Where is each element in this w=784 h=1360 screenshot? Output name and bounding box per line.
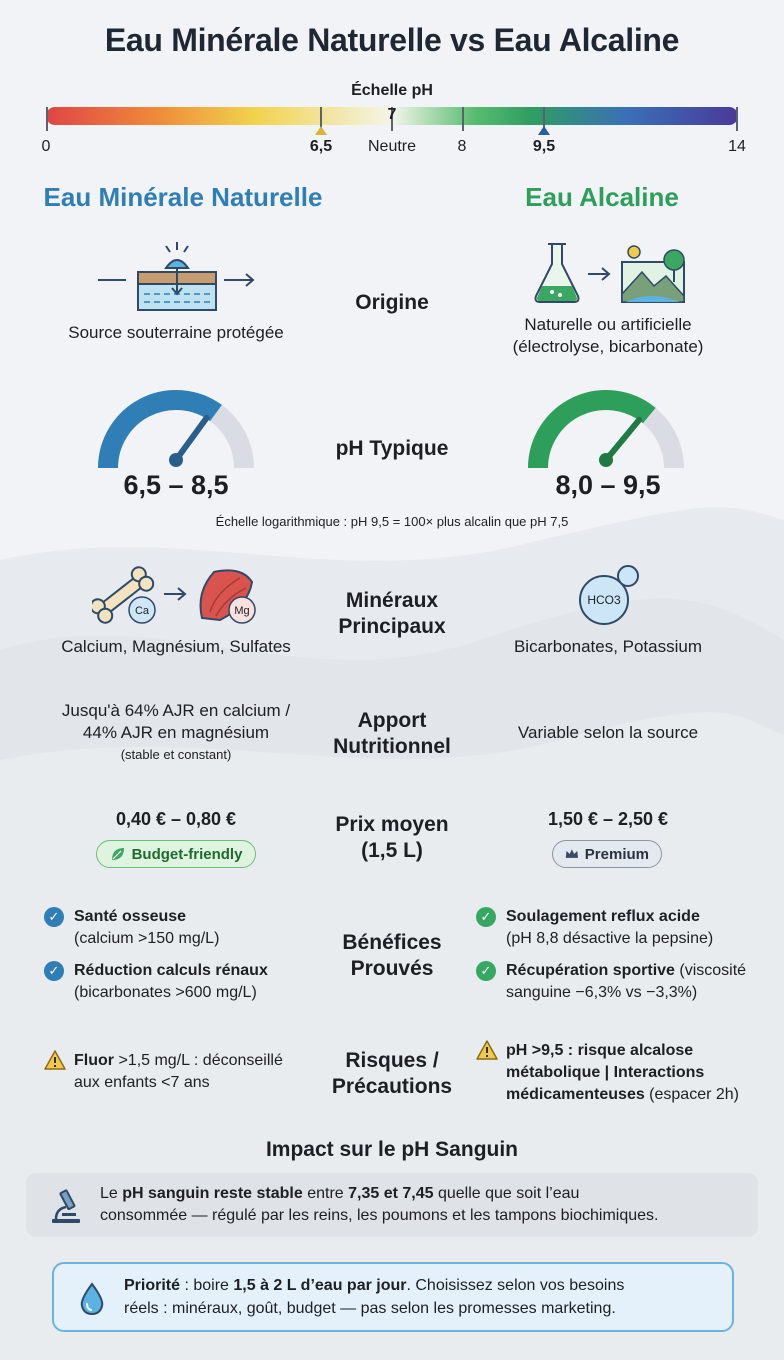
priority-box: [52, 1262, 734, 1332]
ph-scale-label: Échelle pH: [351, 82, 433, 99]
priority-text-part: . Choisissez selon vos besoins: [406, 1277, 625, 1294]
origine-alcaline: [452, 314, 764, 358]
origine-alcaline-line2: (électrolyse, bicarbonate): [512, 337, 704, 356]
prix-alcaline: 1,50 € – 2,50 €: [547, 809, 669, 829]
water-drop-icon: [78, 1282, 106, 1316]
priority-label: Priorité: [124, 1277, 181, 1294]
page-title: Eau Minérale Naturelle vs Eau Alcaline: [104, 22, 680, 58]
gauge-alcaline: [526, 388, 686, 468]
risk-title-line3: médicamenteuses: [506, 1086, 645, 1103]
check-icon: ✓: [476, 961, 496, 981]
gauge-needle: [176, 418, 207, 460]
row-title-prix-line2: (1,5 L): [361, 839, 423, 862]
column-heading-naturelle: Eau Minérale Naturelle: [43, 182, 323, 212]
microscope-icon: [48, 1187, 84, 1225]
row-title-benefices: [300, 930, 484, 982]
benefit-item: [476, 906, 776, 950]
check-icon: ✓: [44, 907, 64, 927]
priority-text-line2: réels : minéraux, goût, budget — pas selon les promesses marketing.: [124, 1300, 616, 1317]
ph-center-value: 7: [387, 106, 397, 123]
row-title-prix-line1: Prix moyen: [335, 813, 449, 836]
benefit-item: [44, 960, 334, 1004]
log-scale-note: Échelle logarithmique : pH 9,5 = 100× plus alcalin que pH 7,5: [215, 514, 569, 529]
benefit-title: Santé osseuse: [74, 908, 187, 925]
row-title-ph: pH Typique: [335, 437, 449, 460]
row-title-benefices-line2: Prouvés: [350, 957, 434, 980]
benefit-item: [44, 906, 314, 950]
benefit-title: Soulagement reflux acide: [506, 908, 700, 925]
warning-icon: [476, 1040, 498, 1060]
mineraux-naturelle: Calcium, Magnésium, Sulfates: [61, 637, 291, 656]
benefit-title: Réduction calculs rénaux: [74, 962, 268, 979]
benefit-detail: (calcium >150 mg/L): [74, 930, 220, 947]
impact-box: [26, 1173, 758, 1237]
apport-naturelle: [20, 700, 332, 766]
apport-naturelle-line2: 44% AJR en magnésium: [82, 723, 270, 742]
ph-tick-14: [736, 107, 738, 131]
bone-and-muscle-icon: [92, 562, 272, 628]
benefit-detail-inline: (viscosité: [674, 962, 747, 979]
leaf-icon: [110, 846, 126, 862]
ph-tick-label: 0: [41, 138, 51, 155]
risk-detail-line2: aux enfants <7 ans: [74, 1074, 210, 1091]
ph-tick-0: [46, 107, 48, 131]
magnesium-symbol: Mg: [234, 605, 250, 617]
crown-icon: [565, 847, 579, 861]
budget-friendly-badge: [96, 840, 256, 868]
risk-title: Fluor: [74, 1052, 114, 1069]
calcium-symbol: Ca: [134, 605, 150, 617]
impact-text-line2: consommée — régulé par les reins, les poumons et les tampons biochimiques.: [100, 1207, 659, 1224]
row-title-risques: [300, 1048, 484, 1100]
risk-detail: >1,5 mg/L : déconseillé: [114, 1052, 283, 1069]
risk-item-alcaline: [476, 1040, 776, 1106]
gauge-needle: [606, 420, 639, 460]
risk-title-line2: métabolique | Interactions: [506, 1064, 705, 1081]
warning-icon: [44, 1050, 66, 1070]
ph-tick-label: 9,5: [532, 138, 556, 155]
bicarbonate-symbol: HCO3: [587, 593, 621, 607]
ph-value-alcaline: 8,0 – 9,5: [555, 470, 661, 500]
check-icon: ✓: [44, 961, 64, 981]
benefit-item: [476, 960, 776, 1004]
row-title-origine: Origine: [355, 291, 429, 314]
row-title-risques-line2: Précautions: [331, 1075, 453, 1098]
premium-badge: [552, 840, 662, 868]
row-title-benefices-line1: Bénéfices: [342, 931, 442, 954]
apport-naturelle-note: (stable et constant): [120, 747, 232, 762]
impact-text-bold: 7,35 et 7,45: [348, 1185, 434, 1202]
origine-alcaline-line1: Naturelle ou artificielle: [524, 315, 692, 334]
benefit-detail: (bicarbonates >600 mg/L): [74, 984, 257, 1001]
impact-title: Impact sur le pH Sanguin: [265, 1138, 519, 1161]
gauge-fill: [538, 400, 649, 468]
check-icon: ✓: [476, 907, 496, 927]
row-title-apport-line1: Apport: [357, 709, 427, 732]
apport-naturelle-line1: Jusqu'à 64% AJR en calcium /: [61, 701, 291, 720]
mineraux-alcaline: Bicarbonates, Potassium: [513, 637, 703, 656]
priority-text-bold: 1,5 à 2 L d’eau par jour: [233, 1277, 407, 1294]
row-title-apport-line2: Nutritionnel: [333, 735, 451, 758]
apport-alcaline: Variable selon la source: [517, 723, 699, 742]
row-title-mineraux: [300, 588, 484, 640]
prix-naturelle: 0,40 € – 0,80 €: [115, 809, 237, 829]
benefit-detail: (pH 8,8 désactive la pepsine): [506, 930, 714, 947]
ph-tick-label: 14: [728, 138, 746, 155]
impact-text-bold: pH sanguin reste stable: [122, 1185, 303, 1202]
risk-detail: (espacer 2h): [644, 1086, 739, 1103]
risk-title-line1: pH >9,5 : risque alcalose: [506, 1042, 694, 1059]
flask-to-landscape-icon: [530, 238, 690, 308]
impact-text: [100, 1183, 750, 1227]
ph-tick-label: Neutre: [367, 138, 417, 155]
bicarbonate-molecule-icon: [574, 562, 644, 628]
gauge-naturelle: [96, 388, 256, 468]
ph-tick-8: [462, 107, 464, 131]
alcaline-marker-icon: [538, 126, 550, 135]
priority-text: [124, 1274, 724, 1320]
budget-friendly-label: Budget-friendly: [131, 845, 243, 863]
underground-source-icon: [96, 238, 260, 314]
column-heading-alcaline: Eau Alcaline: [525, 182, 679, 212]
gauge-fill: [108, 400, 216, 468]
row-title-risques-line1: Risques /: [345, 1049, 439, 1072]
impact-text-part: quelle que soit l’eau: [433, 1185, 580, 1202]
risk-item-naturelle: [44, 1050, 314, 1094]
impact-text-part: Le: [100, 1185, 123, 1202]
ph-tick-label: 6,5: [309, 138, 333, 155]
row-title-mineraux-line2: Principaux: [338, 615, 446, 638]
ph-tick-label: 8: [457, 138, 467, 155]
priority-text-part: : boire: [180, 1277, 234, 1294]
naturelle-marker-icon: [315, 126, 327, 135]
ph-value-naturelle: 6,5 – 8,5: [123, 470, 229, 500]
origine-naturelle: Source souterraine protégée: [68, 323, 284, 342]
benefit-title: Récupération sportive: [506, 962, 675, 979]
benefit-detail: sanguine −6,3% vs −3,3%): [506, 984, 698, 1001]
premium-label: Premium: [584, 845, 649, 863]
row-title-mineraux-line1: Minéraux: [345, 589, 439, 612]
impact-text-part: entre: [302, 1185, 349, 1202]
